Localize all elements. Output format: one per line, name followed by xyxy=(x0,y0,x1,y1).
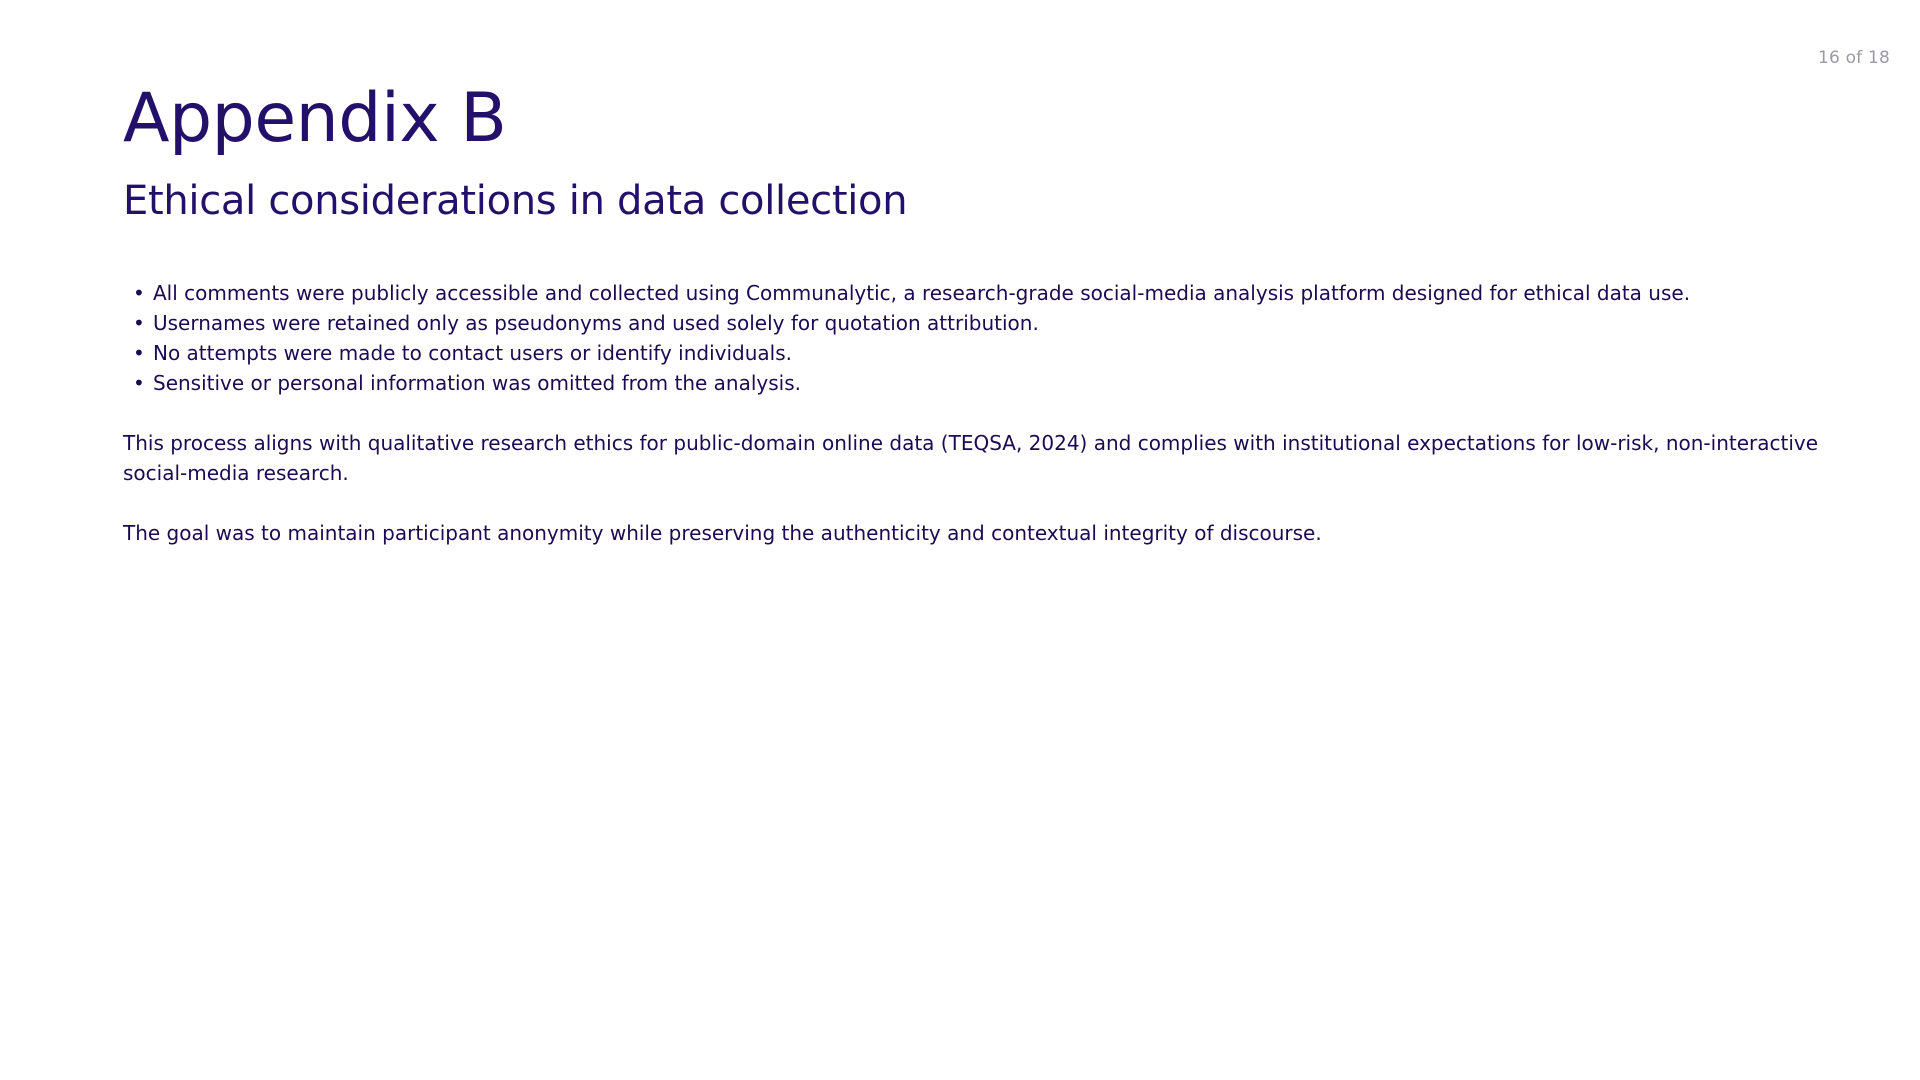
bullet-icon: • xyxy=(133,281,145,305)
paragraph-goal: The goal was to maintain participant anonymity while preserving the authenticity and contextual integrity of discourse. xyxy=(123,521,1322,545)
slide-title: Appendix B xyxy=(123,79,507,158)
bullet-icon: • xyxy=(133,341,145,365)
bullet-item xyxy=(123,308,1823,338)
bullet-icon: • xyxy=(133,311,145,335)
bullet-item xyxy=(123,278,1823,308)
paragraph-ethics-alignment: This process aligns with qualitative research ethics for public-domain online data (TEQSA, 2024) and complies with institutional expectations for low-risk, non-interactive social-media research. xyxy=(123,431,1819,485)
bullet-item xyxy=(123,368,1823,398)
bullet-item xyxy=(123,338,1823,368)
bullet-text: No attempts were made to contact users or identify individuals. xyxy=(153,341,793,365)
slide-subtitle: Ethical considerations in data collection xyxy=(123,178,908,224)
bullet-list xyxy=(123,278,1823,398)
bullet-icon: • xyxy=(133,371,145,395)
bullet-text: All comments were publicly accessible and collected using Communalytic, a research-grade social-media analysis platform designed for ethical data use. xyxy=(153,281,1691,305)
page-counter: 16 of 18 xyxy=(1817,48,1890,68)
bullet-text: Usernames were retained only as pseudonyms and used solely for quotation attribution. xyxy=(153,311,1039,335)
slide-content xyxy=(123,78,1823,548)
bullet-text: Sensitive or personal information was omitted from the analysis. xyxy=(153,371,801,395)
